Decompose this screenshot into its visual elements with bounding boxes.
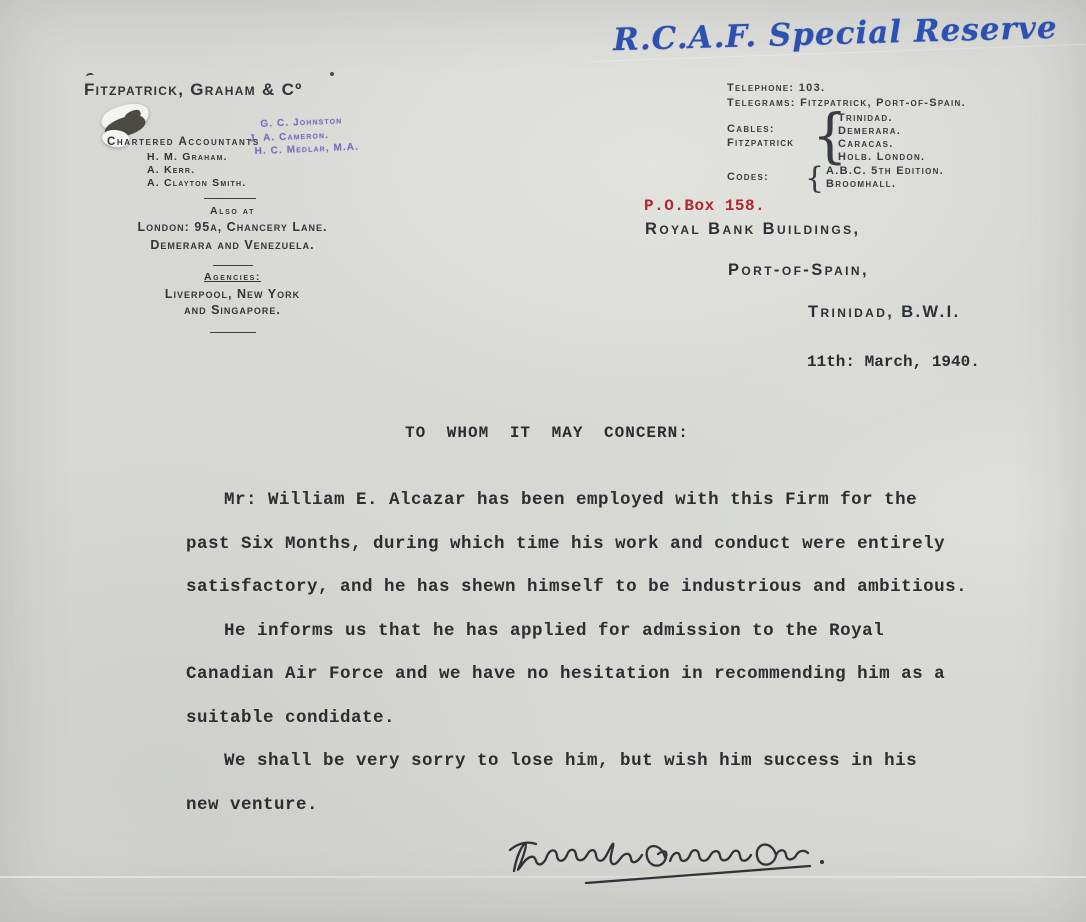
paper-speck — [86, 72, 95, 79]
signature-script — [498, 824, 850, 890]
divider-rule — [204, 198, 256, 199]
cables-name: Fitzpatrick — [727, 137, 795, 149]
london-office-line: London: 95a, Chancery Lane. — [137, 220, 328, 234]
body-line: He informs us that he has applied for admission to the Royal — [224, 621, 885, 641]
body-line: suitable condidate. — [186, 708, 396, 728]
date-line: 11th: March, 1940. — [807, 353, 980, 371]
codes-brace: { — [805, 161, 825, 196]
cable-address-item: Caracas. — [838, 138, 894, 150]
partner-name: A. Clayton Smith. — [147, 177, 247, 189]
agencies-label: Agencies: — [204, 271, 261, 283]
po-box-line: P.O.Box 158. — [644, 197, 766, 215]
address-line: Trinidad, B.W.I. — [808, 303, 961, 321]
salutation: TO WHOM IT MAY CONCERN: — [405, 424, 689, 442]
stamp-line: J. A. Cameron. — [248, 129, 330, 144]
cables-label: Cables: — [727, 123, 775, 135]
demerara-office-line: Demerara and Venezuela. — [150, 238, 315, 252]
telegrams-line: Telegrams: Fitzpatrick, Port-of-Spain. — [727, 97, 966, 109]
body-line: new venture. — [186, 795, 319, 815]
rcaf-annotation-handwriting: R.C.A.F. Special Reserve — [612, 9, 1059, 59]
cable-address-item: Demerara. — [838, 125, 902, 137]
body-line: Canadian Air Force and we have no hesitation in recommending him as a — [186, 664, 946, 684]
divider-rule — [213, 265, 253, 266]
body-line: We shall be very sorry to lose him, but wish him success in his — [224, 751, 918, 771]
code-item: Broomhall. — [826, 178, 897, 190]
body-line: past Six Months, during which time his work and conduct were entirely — [186, 534, 946, 554]
code-item: A.B.C. 5th Edition. — [826, 165, 945, 177]
stamp-line: H. C. Medlar, M.A. — [254, 141, 360, 158]
paper-speck — [330, 72, 334, 76]
agencies-cities-line: and Singapore. — [184, 303, 281, 317]
body-line: Mr: William E. Alcazar has been employed with this Firm for the — [224, 490, 918, 510]
cable-address-item: Holb. London. — [838, 151, 926, 163]
also-at-label: Also at — [210, 205, 255, 217]
address-line: Royal Bank Buildings, — [645, 220, 861, 238]
cable-address-item: Trinidad. — [838, 112, 893, 124]
divider-rule — [210, 332, 256, 333]
partner-name: A. Kerr. — [147, 164, 196, 176]
body-line: satisfactory, and he has shewn himself to be industrious and ambitious. — [186, 577, 968, 597]
telephone-line: Telephone: 103. — [727, 82, 826, 94]
cables-brace: { — [812, 102, 848, 171]
agencies-cities-line: Liverpool, New York — [164, 287, 301, 301]
firm-name: Fitzpatrick, Graham & Cº — [84, 80, 303, 99]
signature-underline — [586, 866, 810, 883]
codes-label: Codes: — [727, 171, 770, 183]
stamp-line: G. C. Johnston — [260, 115, 343, 130]
firm-title: Chartered Accountants — [107, 136, 260, 148]
signature-svg — [498, 824, 850, 890]
address-line: Port-of-Spain, — [728, 261, 869, 279]
accountants-stamp — [248, 114, 359, 159]
branch-offices-block — [60, 205, 405, 338]
partner-name: H. M. Graham. — [147, 151, 228, 163]
